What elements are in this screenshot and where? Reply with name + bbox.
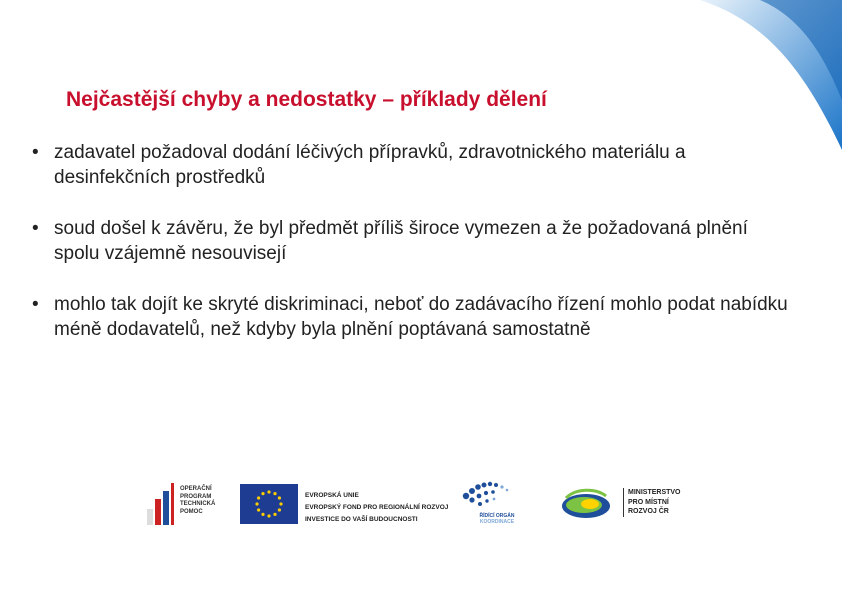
bullet-text: mohlo tak dojít ke skryté diskriminaci, neboť do zadávacího řízení mohlo podat nabídku méně dodavatelů, než kdyby byla plnění poptávaná samostatně: [54, 294, 788, 340]
bullet-item: [32, 216, 792, 266]
op-line: PROGRAM: [180, 493, 212, 500]
footer-logos: [145, 480, 705, 530]
mmr-line: ROZVOJ ČR: [628, 508, 669, 515]
op-program-logo-icon: [145, 483, 175, 525]
mmr-logo-icon: [560, 486, 612, 522]
ko-line: ŘÍDÍCÍ ORGÁN: [479, 513, 515, 519]
eu-text: [305, 490, 455, 526]
bullet-item: [32, 140, 792, 190]
bullet-symbol: •: [32, 294, 39, 315]
bullet-symbol: •: [32, 142, 39, 163]
eu-line: EVROPSKÁ UNIE: [305, 492, 359, 499]
slide-title: Nejčastější chyby a nedostatky – příklady dělení: [66, 88, 547, 111]
op-line: POMOC: [180, 508, 203, 515]
op-line: TECHNICKÁ: [180, 501, 216, 507]
koordinace-text: [457, 513, 537, 525]
bullet-symbol: •: [32, 218, 39, 239]
op-program-text: [180, 486, 230, 516]
bullet-list: [32, 140, 792, 368]
mmr-line: PRO MÍSTNÍ: [628, 498, 669, 506]
mmr-text: [623, 488, 708, 517]
eu-line: INVESTICE DO VAŠÍ BUDOUCNOSTI: [305, 516, 418, 523]
op-line: OPERAČNÍ: [180, 486, 212, 492]
mmr-line: MINISTERSTVO: [628, 489, 681, 496]
eu-line: EVROPSKÝ FOND PRO REGIONÁLNÍ ROZVOJ: [305, 504, 449, 511]
ko-line: KOORDINACE: [479, 519, 515, 525]
bullet-text: zadavatel požadoval dodání léčivých přípravků, zdravotnického materiálu a desinfekčních prostředků: [54, 142, 686, 188]
bullet-text: soud došel k závěru, že byl předmět příliš široce vymezen a že požadovaná plnění spolu vzájemně nesouvisejí: [54, 218, 748, 264]
bullet-item: [32, 292, 792, 342]
eu-flag-icon: [240, 484, 298, 524]
